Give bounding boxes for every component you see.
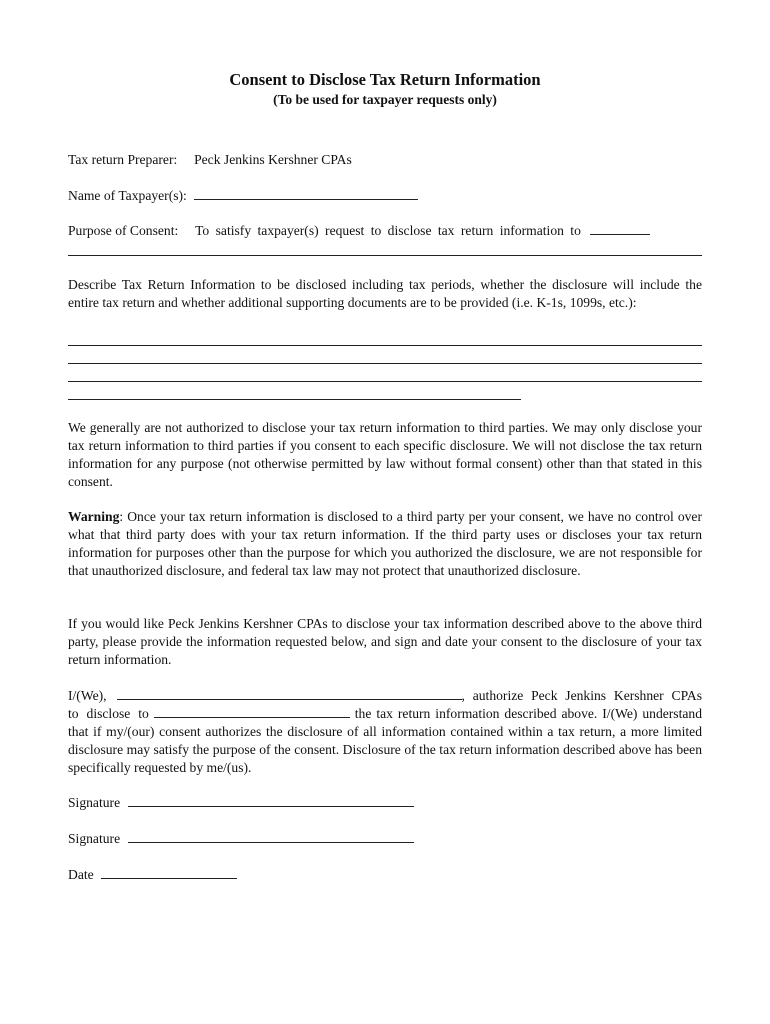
preparer-label: Tax return Preparer: (68, 152, 178, 167)
purpose-continuation-line[interactable] (68, 255, 702, 256)
page-subtitle: (To be used for taxpayer requests only) (273, 92, 497, 107)
signature-1-field[interactable] (128, 794, 414, 807)
date-row (68, 866, 237, 884)
disclose-recipient-field[interactable] (154, 705, 350, 718)
authorizing-names-field[interactable] (117, 687, 462, 700)
date-field[interactable] (101, 866, 237, 879)
purpose-label: Purpose of Consent: (68, 223, 179, 238)
describe-line-3[interactable] (68, 381, 702, 382)
warning-text: : Once your tax return information is disclosed to a third party per your consent, we have no control over what that third party does with your tax return information. If the third party uses or discloses your tax return information for purposes other than the purpose for which you authorized the disclosure, we are not responsible for that unauthorized disclosure, and federal tax law may not protect that unauthorized disclosure. (68, 509, 702, 578)
authorization-paragraph (68, 687, 702, 777)
signature-row-2 (68, 830, 414, 848)
authorization-part1: I/(We), (68, 688, 107, 703)
page-title: Consent to Disclose Tax Return Information (229, 70, 541, 89)
signature-row-1 (68, 794, 414, 812)
preparer-value: Peck Jenkins Kershner CPAs (194, 152, 352, 167)
signature-2-label: Signature (68, 831, 121, 846)
signature-1-label: Signature (68, 795, 121, 810)
preparer-row (68, 151, 352, 169)
describe-line-2[interactable] (68, 363, 702, 364)
warning-label: Warning (68, 509, 120, 524)
request-paragraph: If you would like Peck Jenkins Kershner CPAs to disclose your tax information described above to the above third party, please provide the information requested below, and sign and date your consent to the disclosure of your tax return information. (68, 616, 702, 667)
describe-paragraph: Describe Tax Return Information to be disclosed including tax periods, whether the disclosure will include the entire tax return and whether additional supporting documents are to be provided (i.e. K-1s, 1099s, etc.): (68, 277, 702, 310)
describe-line-4[interactable] (68, 399, 521, 400)
warning-paragraph (68, 508, 702, 580)
authorization-part2: , authorize Peck Jenkins Kershner CPAs to disclose to (68, 688, 702, 721)
describe-line-1[interactable] (68, 345, 702, 346)
authorization-part3: the tax return information described above. I/(We) understand that if my/(our) consent authorizes the disclosure of all information contained within a tax return, a more limited disclosure may satisfy the purpose of the consent. Disclosure of the tax return information described above has been specifically requested by me/(us). (68, 706, 702, 775)
purpose-row (68, 222, 702, 240)
signature-2-field[interactable] (128, 830, 414, 843)
taxpayer-name-field[interactable] (194, 187, 418, 200)
purpose-recipient-field[interactable] (590, 222, 650, 235)
notice-paragraph: We generally are not authorized to disclose your tax return information to third parties. We may only disclose your tax return information to third parties if you consent to each specific disclosure. We will not disclose the tax return information for any purpose (not otherwise permitted by law without formal consent) other than that stated in this consent. (68, 420, 702, 489)
taxpayer-row (68, 187, 418, 205)
taxpayer-label: Name of Taxpayer(s): (68, 188, 187, 203)
purpose-text: To satisfy taxpayer(s) request to disclose tax return information to (195, 223, 581, 238)
date-label: Date (68, 867, 94, 882)
